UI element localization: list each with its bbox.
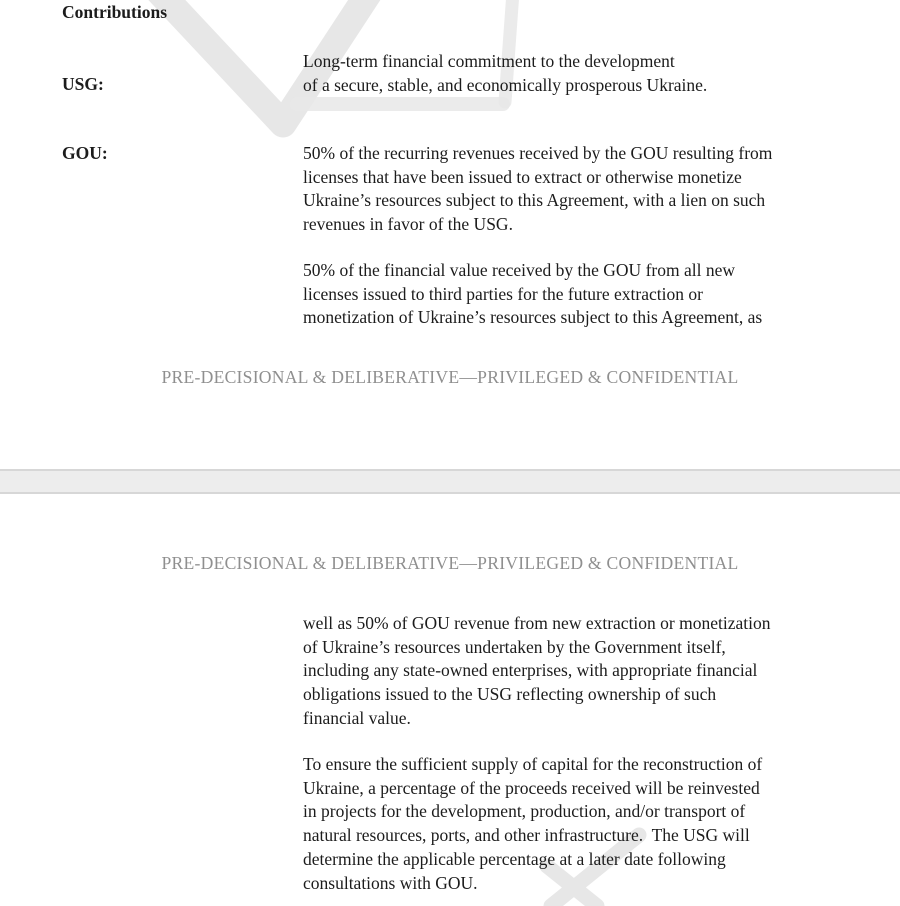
text-line: consultations with GOU.	[303, 872, 478, 893]
text-line: Ukraine, a percentage of the proceeds received will be reinvested	[303, 777, 760, 798]
text-line: licenses that have been issued to extract or otherwise monetize	[303, 166, 742, 187]
usg-label: USG:	[62, 74, 104, 94]
gou-paragraph-1	[303, 142, 883, 237]
page2-confidential-header: PRE-DECISIONAL & DELIBERATIVE—PRIVILEGED & CONFIDENTIAL	[161, 553, 739, 573]
gou-paragraph-2	[303, 259, 883, 330]
text-line: 50% of the financial value received by the GOU from all new	[303, 260, 735, 280]
text-line: obligations issued to the USG reflecting ownership of such	[303, 684, 717, 705]
text-line: including any state-owned enterprises, with appropriate financial	[303, 660, 758, 681]
page2-paragraph-1	[303, 612, 883, 731]
gou-label: GOU:	[62, 143, 108, 163]
text-line: in projects for the development, production, and/or transport of	[303, 801, 746, 822]
page2-paragraph-2	[303, 753, 883, 895]
text-line: well as 50% of GOU revenue from new extraction or monetization	[303, 613, 771, 633]
text-line: 50% of the recurring revenues received by the GOU resulting from	[303, 143, 773, 163]
text-line: revenues in favor of the USG.	[303, 214, 513, 235]
text-line: Long-term financial commitment to the development	[303, 51, 675, 71]
page-break-separator	[0, 469, 900, 494]
text-line: Ukraine’s resources subject to this Agreement, with a lien on such	[303, 190, 766, 211]
text-line: monetization of Ukraine’s resources subject to this Agreement, as	[303, 307, 763, 328]
page1-confidential-footer: PRE-DECISIONAL & DELIBERATIVE—PRIVILEGED & CONFIDENTIAL	[161, 367, 739, 387]
text-line: determine the applicable percentage at a later date following	[303, 848, 726, 869]
text-line: financial value.	[303, 707, 411, 728]
text-line: To ensure the sufficient supply of capital for the reconstruction of	[303, 754, 763, 774]
text-line: licenses issued to third parties for the future extraction or	[303, 283, 703, 304]
contributions-heading: Contributions	[62, 2, 168, 22]
text-line: natural resources, ports, and other infrastructure. The USG will	[303, 825, 750, 846]
usg-paragraph	[303, 50, 883, 97]
text-line: of a secure, stable, and economically prosperous Ukraine.	[303, 74, 708, 95]
text-line: of Ukraine’s resources undertaken by the Government itself,	[303, 636, 726, 657]
